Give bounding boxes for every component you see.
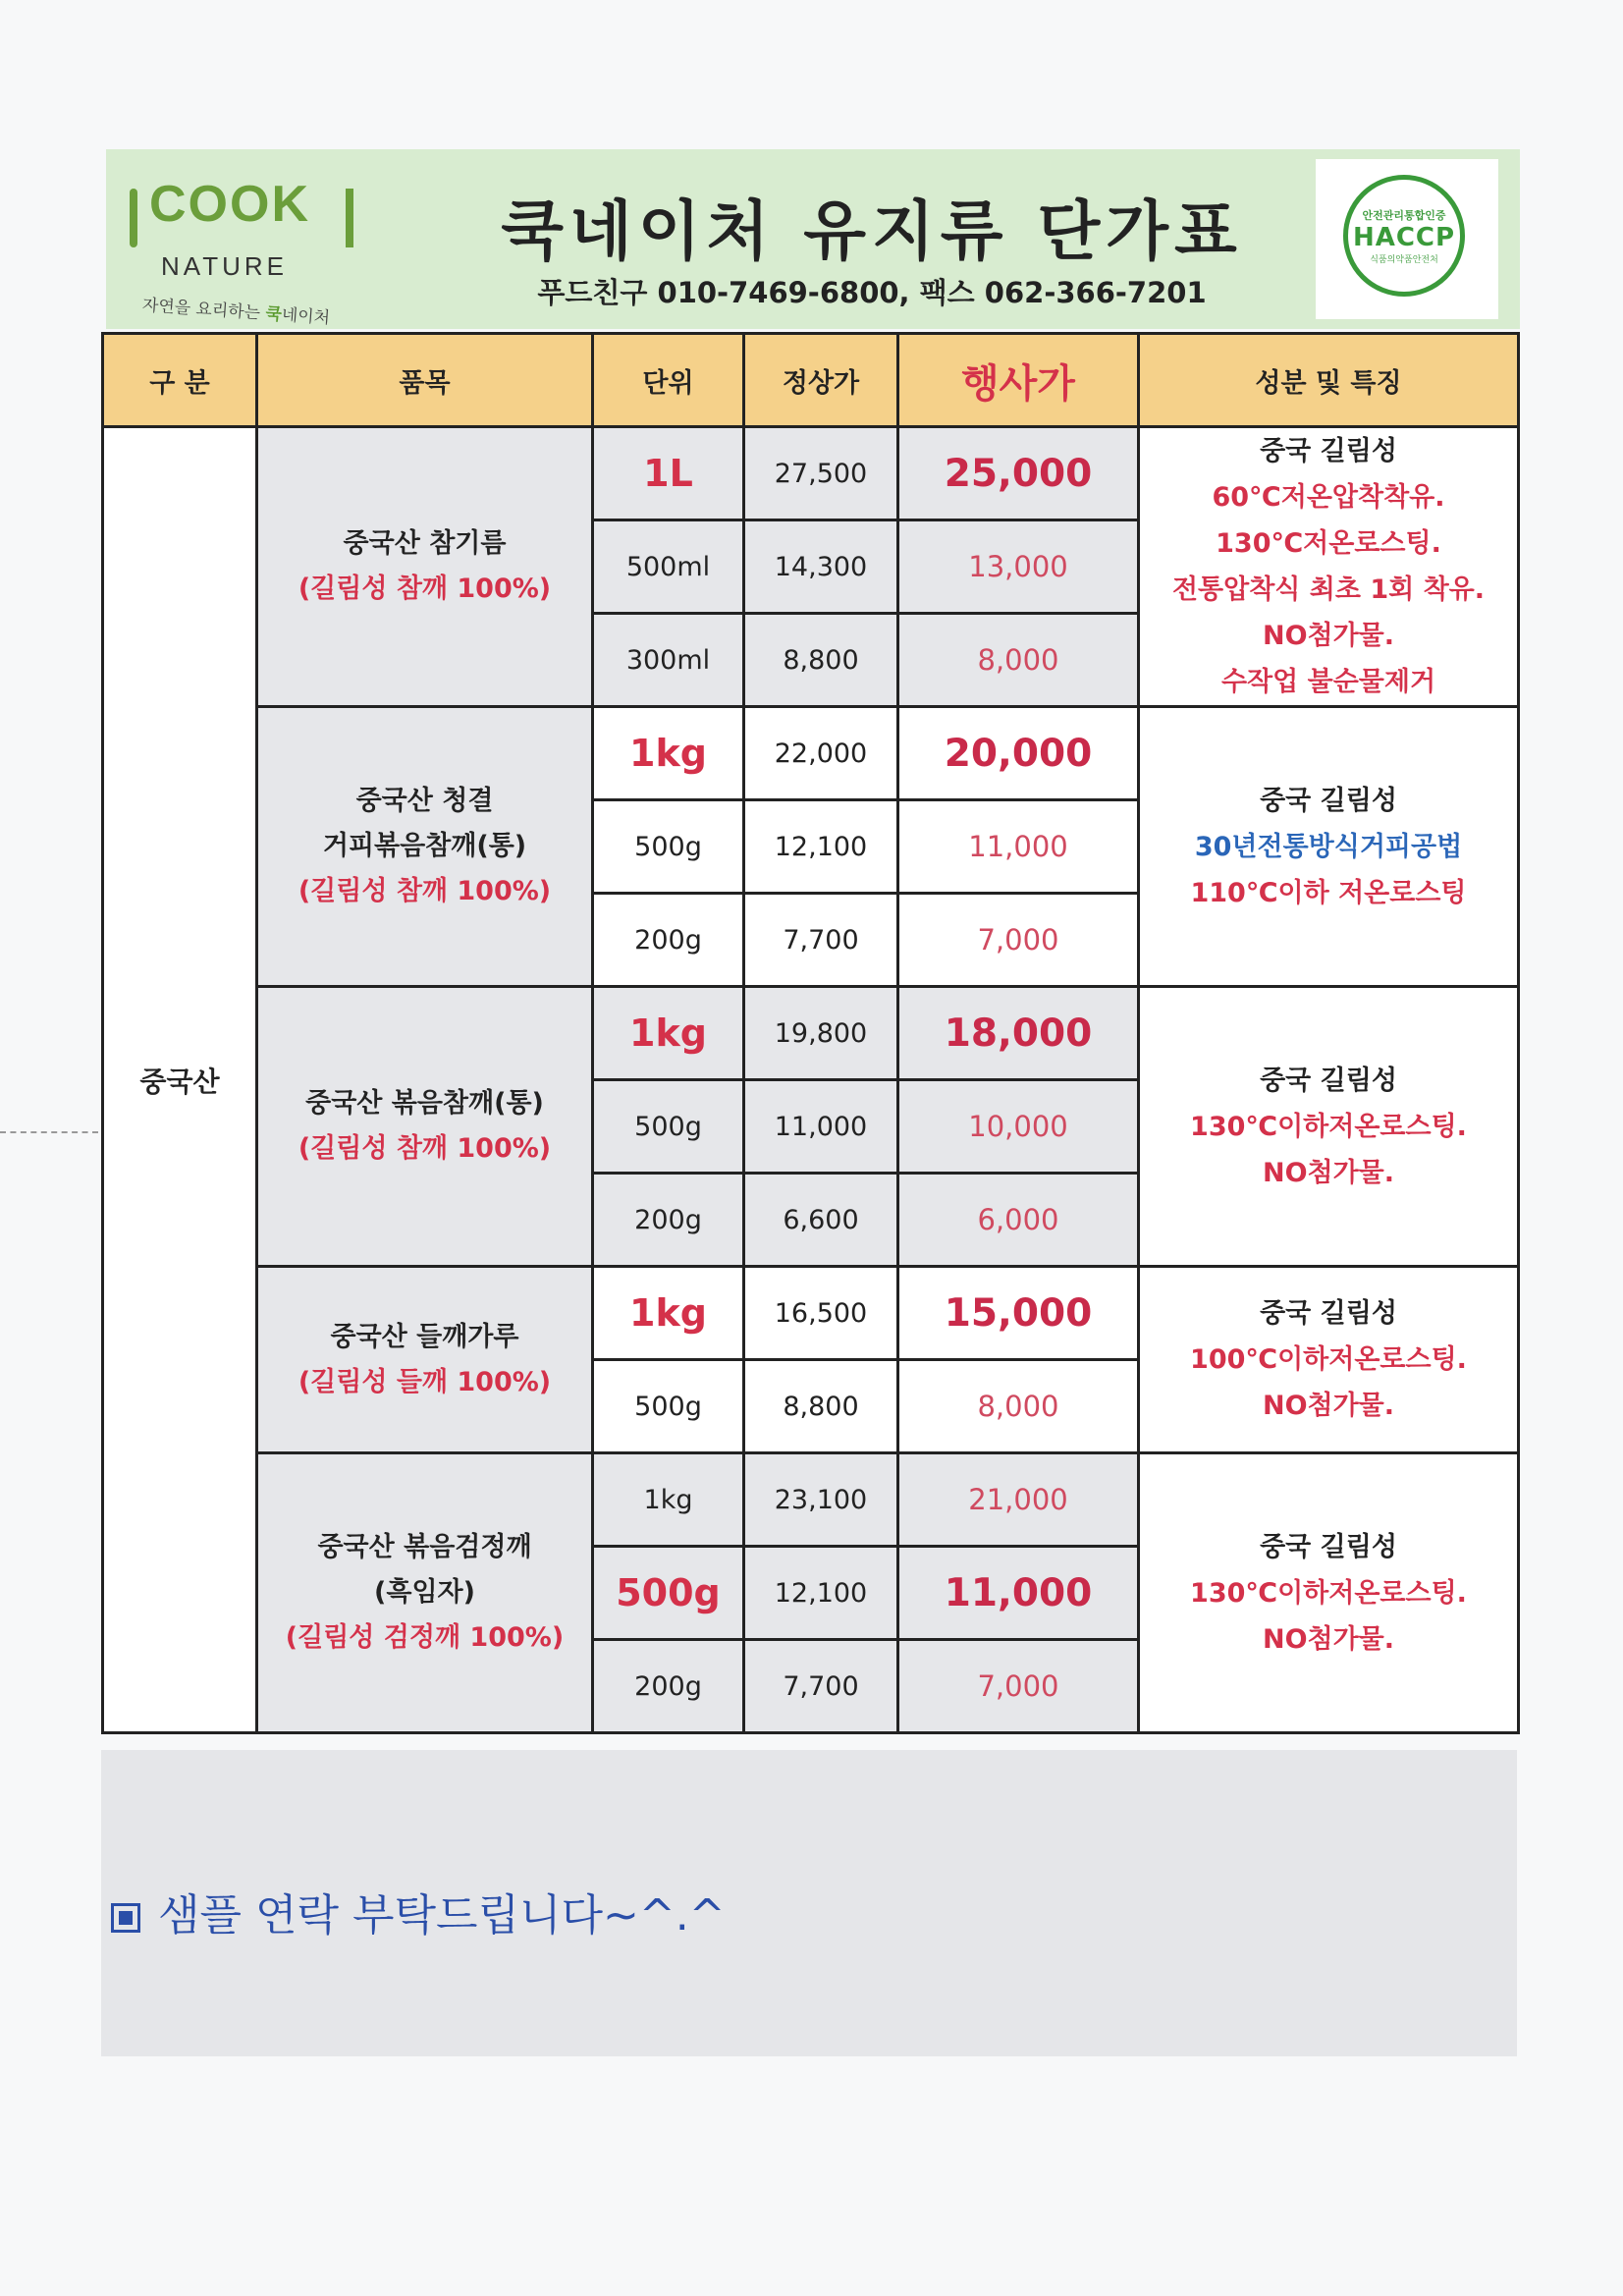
regular-price-cell: 7,700 xyxy=(744,1640,898,1733)
regular-price-cell: 12,100 xyxy=(744,800,898,894)
event-price-cell: 25,000 xyxy=(898,427,1139,520)
unit-cell: 500g xyxy=(593,1547,744,1640)
regular-price-cell: 12,100 xyxy=(744,1547,898,1640)
event-price-cell: 13,000 xyxy=(898,520,1139,614)
header-category: 구 분 xyxy=(103,334,257,427)
table-row xyxy=(103,987,1519,1080)
sample-request-note xyxy=(111,1880,726,1942)
event-price-cell: 7,000 xyxy=(898,1640,1139,1733)
features-cell: 중국 길림성 60℃저온압착착유. 130℃저온로스팅. 전통압착식 최초 1회 착유. NO첨가물. 수작업 불순물제거 xyxy=(1139,427,1519,707)
features-cell: 중국 길림성 130℃이하저온로스팅. NO첨가물. xyxy=(1139,1453,1519,1733)
logo-cook-text: COOK xyxy=(149,176,310,233)
unit-cell: 200g xyxy=(593,1174,744,1267)
unit-cell: 500g xyxy=(593,1360,744,1453)
event-price-cell: 20,000 xyxy=(898,707,1139,800)
product-cell: 중국산 청결 거피볶음참깨(통) (길림성 참깨 100%) xyxy=(257,707,593,987)
header-regular-price: 정상가 xyxy=(744,334,898,427)
unit-cell: 1kg xyxy=(593,707,744,800)
unit-cell: 1kg xyxy=(593,1267,744,1360)
haccp-seal-icon: 안전관리통합인증 HACCP 식품의약품안전처 xyxy=(1343,175,1465,297)
regular-price-cell: 7,700 xyxy=(744,894,898,987)
regular-price-cell: 8,800 xyxy=(744,1360,898,1453)
header-band xyxy=(106,149,1520,329)
category-cell: 중국산 xyxy=(103,427,257,1733)
features-cell: 중국 길림성 100℃이하저온로스팅. NO첨가물. xyxy=(1139,1267,1519,1453)
regular-price-cell: 23,100 xyxy=(744,1453,898,1547)
spoon-icon xyxy=(130,189,137,247)
fork-icon xyxy=(346,189,353,247)
product-cell: 중국산 참기름 (길림성 참깨 100%) xyxy=(257,427,593,707)
table-header-row xyxy=(103,334,1519,427)
regular-price-cell: 8,800 xyxy=(744,614,898,707)
cook-nature-logo xyxy=(124,167,379,329)
event-price-cell: 6,000 xyxy=(898,1174,1139,1267)
square-bullet-icon xyxy=(111,1903,140,1933)
unit-cell: 500g xyxy=(593,1080,744,1174)
event-price-cell: 21,000 xyxy=(898,1453,1139,1547)
event-price-cell: 15,000 xyxy=(898,1267,1139,1360)
regular-price-cell: 19,800 xyxy=(744,987,898,1080)
page-title: 쿡네이처 유지류 단가표 xyxy=(501,193,1243,269)
unit-cell: 1L xyxy=(593,427,744,520)
regular-price-cell: 14,300 xyxy=(744,520,898,614)
table-row xyxy=(103,427,1519,520)
unit-cell: 1kg xyxy=(593,987,744,1080)
unit-cell: 1kg xyxy=(593,1453,744,1547)
regular-price-cell: 27,500 xyxy=(744,427,898,520)
header-event-price: 행사가 xyxy=(898,334,1139,427)
haccp-logo-box xyxy=(1316,159,1498,319)
event-price-cell: 8,000 xyxy=(898,614,1139,707)
event-price-cell: 11,000 xyxy=(898,800,1139,894)
product-cell: 중국산 볶음참깨(통) (길림성 참깨 100%) xyxy=(257,987,593,1267)
sample-request-text: 샘플 연락 부탁드립니다~^.^ xyxy=(158,1890,726,1941)
features-cell: 중국 길림성 130℃이하저온로스팅. NO첨가물. xyxy=(1139,987,1519,1267)
regular-price-cell: 6,600 xyxy=(744,1174,898,1267)
unit-cell: 300ml xyxy=(593,614,744,707)
event-price-cell: 18,000 xyxy=(898,987,1139,1080)
header-unit: 단위 xyxy=(593,334,744,427)
table-row xyxy=(103,707,1519,800)
features-cell: 중국 길림성 30년전통방식거피공법 110℃이하 저온로스팅 xyxy=(1139,707,1519,987)
table-row xyxy=(103,1453,1519,1547)
unit-cell: 200g xyxy=(593,1640,744,1733)
event-price-cell: 11,000 xyxy=(898,1547,1139,1640)
logo-nature-text: NATURE xyxy=(161,251,288,281)
event-price-cell: 7,000 xyxy=(898,894,1139,987)
contact-info: 푸드친구 010-7469-6800, 팩스 062-366-7201 xyxy=(537,276,1207,309)
regular-price-cell: 16,500 xyxy=(744,1267,898,1360)
fold-mark xyxy=(0,1131,98,1133)
product-cell: 중국산 들깨가루 (길림성 들깨 100%) xyxy=(257,1267,593,1453)
table-row xyxy=(103,1267,1519,1360)
header-product: 품목 xyxy=(257,334,593,427)
regular-price-cell: 22,000 xyxy=(744,707,898,800)
unit-cell: 500ml xyxy=(593,520,744,614)
event-price-cell: 10,000 xyxy=(898,1080,1139,1174)
price-table xyxy=(101,332,1520,1734)
footer-panel xyxy=(101,1750,1517,2056)
logo-slogan: 자연을 요리하는 쿡네이처 xyxy=(141,295,331,329)
unit-cell: 500g xyxy=(593,800,744,894)
unit-cell: 200g xyxy=(593,894,744,987)
regular-price-cell: 11,000 xyxy=(744,1080,898,1174)
product-cell: 중국산 볶음검정깨 (흑임자) (길림성 검정깨 100%) xyxy=(257,1453,593,1733)
header-features: 성분 및 특징 xyxy=(1139,334,1519,427)
event-price-cell: 8,000 xyxy=(898,1360,1139,1453)
